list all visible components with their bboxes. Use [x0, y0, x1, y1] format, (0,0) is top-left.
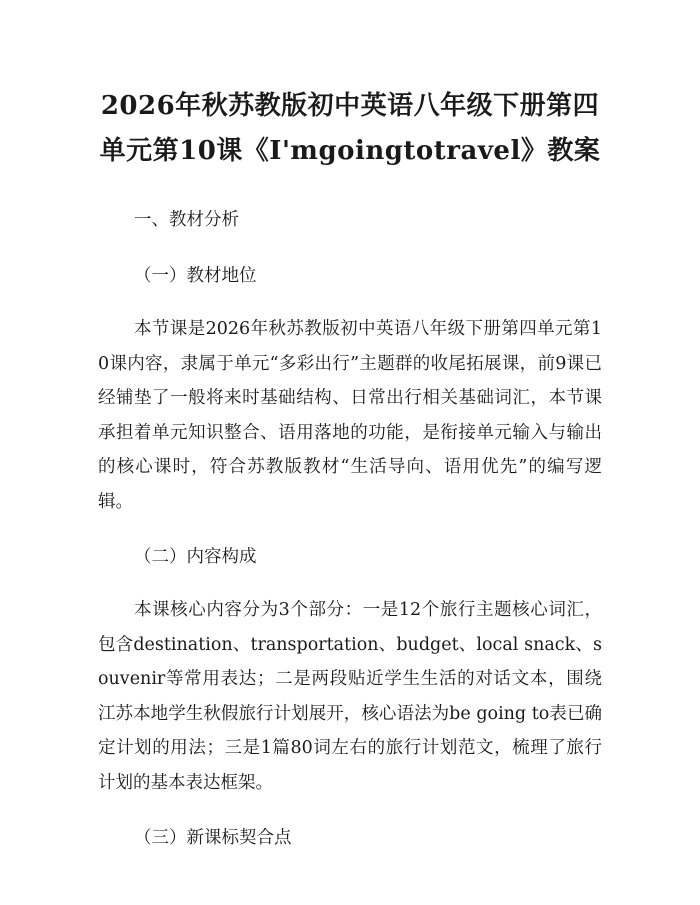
paragraph-content-composition: 本课核心内容分为3个部分：一是12个旅行主题核心词汇，包含destination、transportation、budget、local snack、souvenir等常用表达；二是两段贴近学生生活的对话文本，围绕江苏本地学生秋假旅行计划展开，核心语法为be going to表已确定计划的用法；三是1篇80词左右的旅行计划范文，梳理了旅行计划的基本表达框架。: [98, 600, 602, 793]
subsection-heading-curriculum-standards: （三）新课标契合点: [134, 828, 292, 848]
paragraph-textbook-position: 本节课是2026年秋苏教版初中英语八年级下册第四单元第10课内容，隶属于单元“多彩出行”主题群的收尾拓展课，前9课已经铺垫了一般将来时基础结构、日常出行相关基础词汇，本节课承担着单元知识整合、语用落地的功能，是衔接单元输入与输出的核心课时，符合苏教版教材“生活导向、语用优先”的编写逻辑。: [98, 319, 602, 512]
subsection-heading-content-composition: （二）内容构成: [134, 547, 257, 567]
section-heading-textbook-analysis: 一、教材分析: [134, 210, 239, 230]
document-title: 2026年秋苏教版初中英语八年级下册第四单元第10课《I'mgoingtotravel》教案: [99, 91, 601, 166]
subsection-heading-textbook-position: （一）教材地位: [134, 266, 257, 286]
